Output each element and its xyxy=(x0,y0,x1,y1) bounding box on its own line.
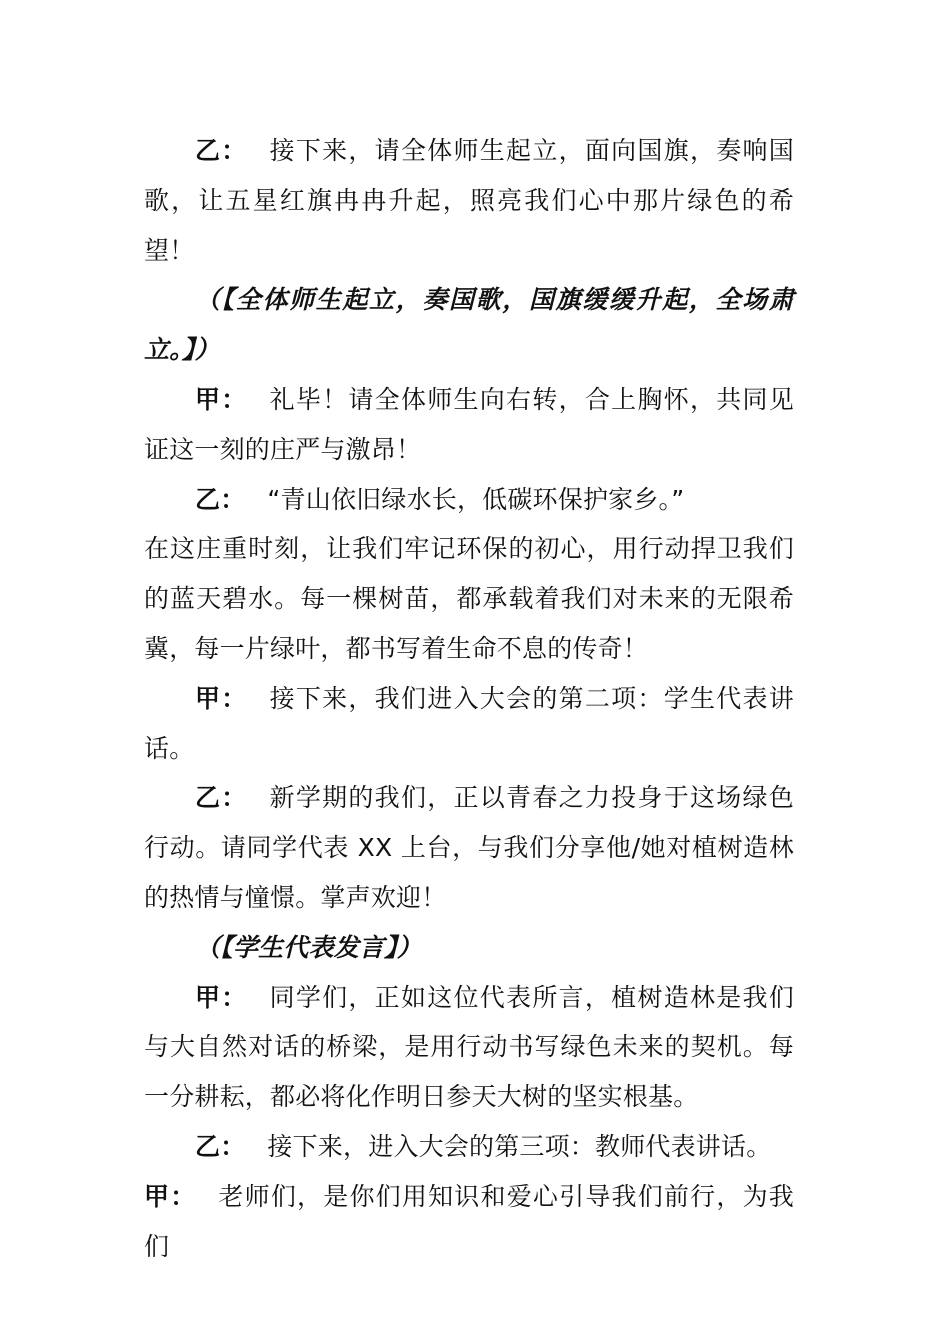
dialogue-paragraph xyxy=(144,126,794,275)
continuation-paragraph: 在这庄重时刻，让我们牢记环保的初心，用行动捍卫我们的蓝天碧水。每一棵树苗，都承载着我们对未来的无限希冀，每一片绿叶，都书写着生命不息的传奇！ xyxy=(144,534,794,663)
dialogue-text: 新学期的我们，正以青春之力投身于这场绿色行动。请同学代表 XX 上台，与我们分享他/她对植树造林的热情与憧憬。掌声欢迎！ xyxy=(144,783,794,912)
dialogue-text: 接下来，请全体师生起立，面向国旗，奏响国歌，让五星红旗冉冉升起，照亮我们心中那片绿色的希望！ xyxy=(144,136,794,265)
stage-direction: （【全体师生起立，奏国歌，国旗缓缓升起，全场肃立。】） xyxy=(144,285,794,365)
dialogue-paragraph xyxy=(144,973,794,1122)
dialogue-text: 老师们，是你们用知识和爱心引导我们前行，为我们 xyxy=(144,1181,794,1261)
stage-direction: （【学生代表发言】） xyxy=(195,932,423,962)
dialogue-text: “青山依旧绿水长，低碳环保护家乡。” xyxy=(267,484,685,514)
dialogue-paragraph xyxy=(144,773,794,922)
dialogue-text: 礼毕！请全体师生向右转，合上胸怀，共同见证这一刻的庄严与激昂！ xyxy=(144,384,794,464)
dialogue-text: 同学们，正如这位代表所言，植树造林是我们与大自然对话的桥梁，是用行动书写绿色未来的契机。每一分耕耘，都必将化作明日参天大树的坚实根基。 xyxy=(144,982,794,1112)
speaker-label: 乙： xyxy=(195,783,248,813)
speaker-label: 乙： xyxy=(195,484,246,514)
speaker-label: 乙： xyxy=(195,1131,246,1161)
speaker-label: 甲： xyxy=(144,1181,197,1211)
speaker-label: 甲： xyxy=(195,384,248,414)
dialogue-text: 接下来，进入大会的第三项：教师代表讲话。 xyxy=(267,1131,772,1161)
dialogue-paragraph xyxy=(144,375,794,475)
dialogue-paragraph xyxy=(144,475,794,525)
speaker-label: 乙： xyxy=(195,136,248,165)
speaker-label: 甲： xyxy=(195,982,248,1012)
dialogue-paragraph xyxy=(144,674,794,774)
dialogue-paragraph xyxy=(144,1172,794,1272)
dialogue-paragraph xyxy=(144,1122,794,1172)
dialogue-text: 接下来，我们进入大会的第二项：学生代表讲话。 xyxy=(144,683,794,763)
script-body xyxy=(144,126,794,1271)
speaker-label: 甲： xyxy=(195,683,248,713)
